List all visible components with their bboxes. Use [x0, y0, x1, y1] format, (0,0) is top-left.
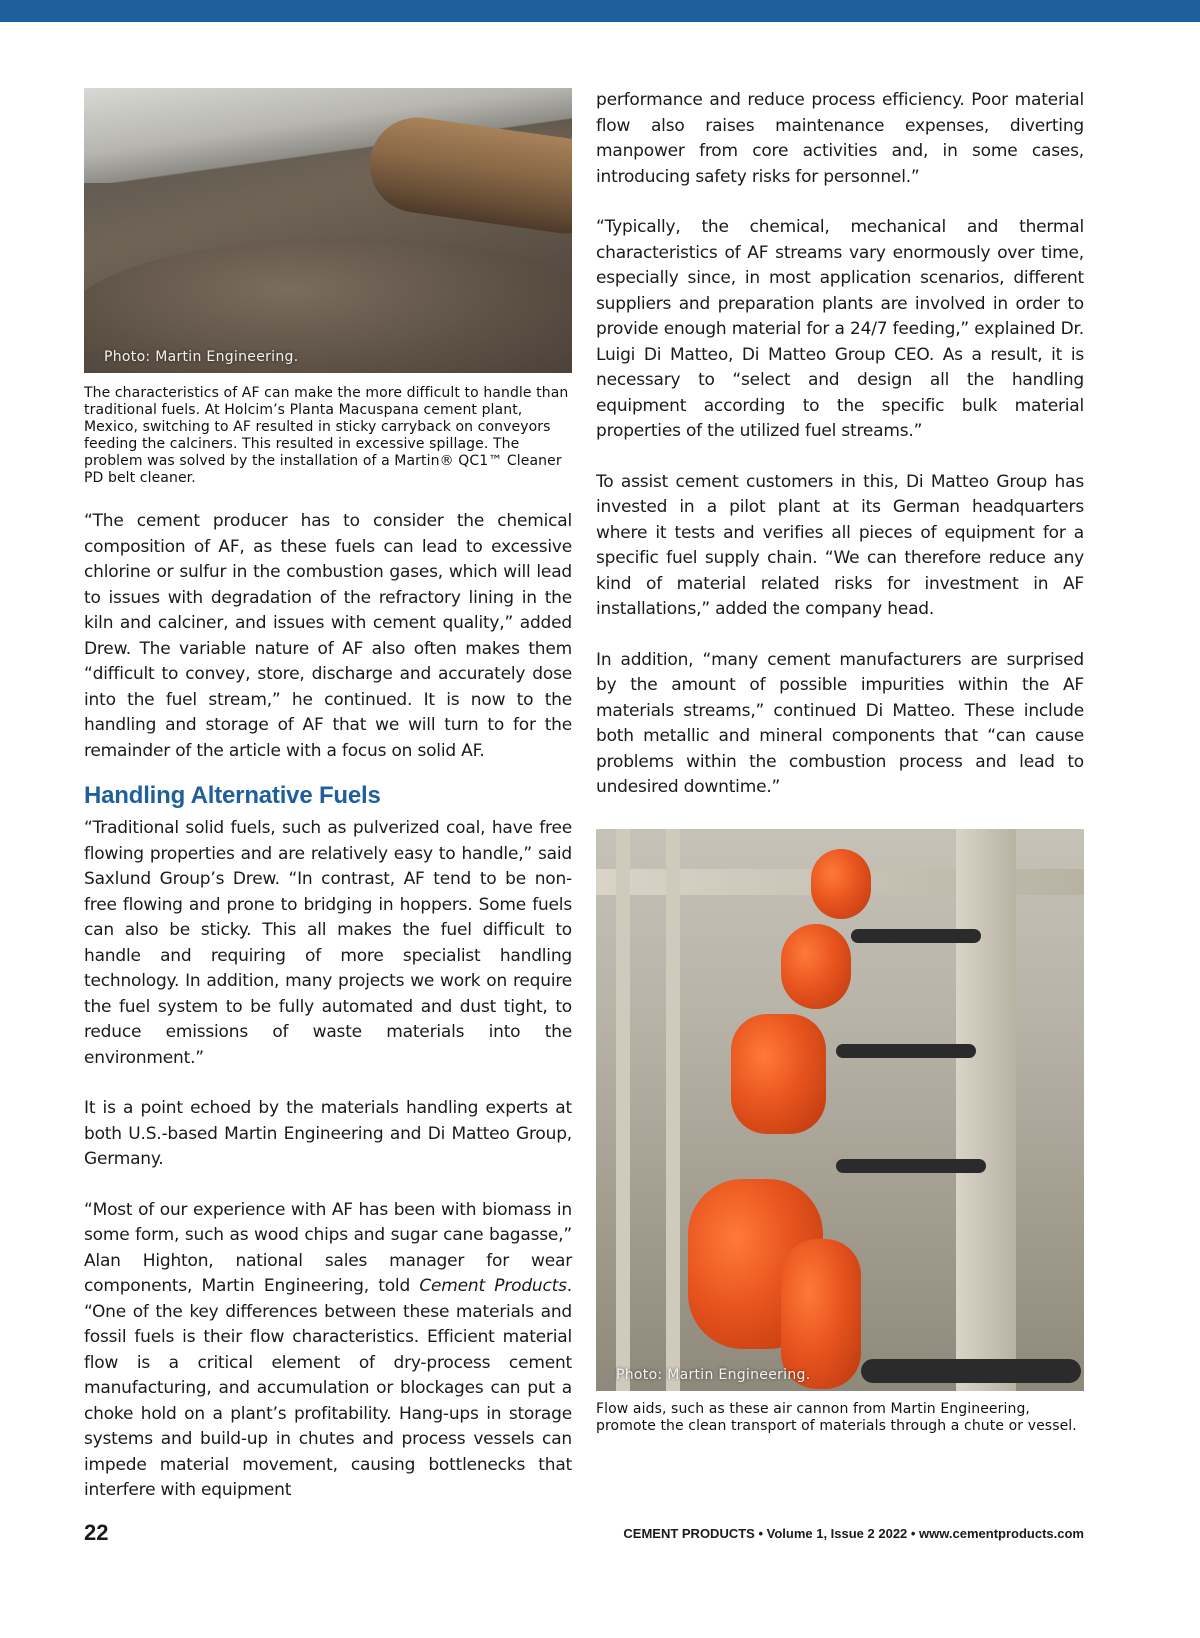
paragraph-text: “Most of our experience with AF has been with biomass in some form, such as wood chips and sugar cane bagasse,” Alan Highton, national sales manager for wear components, Martin Engineering, told: [84, 1199, 572, 1296]
page-number: 22: [84, 1520, 109, 1545]
air-pipe-shape: [836, 1044, 976, 1058]
air-cannon-tank: [781, 924, 851, 1009]
conveyor-photo: [84, 88, 572, 373]
photo-caption: The characteristics of AF can make the more difficult to handle than traditional fuels. At Holcim’s Planta Macuspana cement plant, Mexico, switching to AF resulted in sticky carryback on conveyors feeding the calciners. This resulted in excessive spillage. The problem was solved by the installation of a Martin® QC1™ Cleaner PD belt cleaner.: [84, 385, 569, 486]
steel-column-shape: [956, 829, 1016, 1391]
paragraph-text: . “One of the key differences between these materials and fossil fuels is their flow characteristics. Efficient material flow is a critical element of dry-process cement manufacturing, and accumulation or blockages can put a choke hold on a plant’s profitability. Hang-ups in storage systems and build-up in chutes and process vessels can impede material movement, causing bottlenecks that interfere with equipment: [84, 1276, 572, 1500]
ladder-rail-shape: [666, 829, 680, 1391]
body-paragraph: performance and reduce process efficiency. Poor material flow also raises maintenance expenses, diverting manpower from core activities and, in some cases, introducing safety risks for personnel.”: [596, 90, 1084, 187]
body-paragraph: “Traditional solid fuels, such as pulverized coal, have free flowing properties and are relatively easy to handle,” said Saxlund Group’s Drew. “In contrast, AF tend to be non-free flowing and prone to bridging in hoppers. Some fuels can also be sticky. This all makes the fuel difficult to handle and requiring of more specialist handling technology. In addition, many projects we work on require the fuel system to be fully automated and dust tight, to reduce emissions of waste materials into the environment.”: [84, 818, 572, 1068]
body-paragraph: “The cement producer has to consider the chemical composition of AF, as these fuels can lead to excessive chlorine or sulfur in the combustion gases, which will lead to issues with degradation of the refractory lining in the kiln and calciner, and issues with cement quality,” added Drew. The variable nature of AF also often makes them “difficult to convey, store, discharge and accurately dose into the fuel stream,” he continued. It is now to the handling and storage of AF that we will turn to for the remainder of the article with a focus on solid AF.: [84, 511, 572, 761]
right-column: [596, 88, 1084, 1435]
air-pipe-shape: [836, 1159, 986, 1173]
air-pipe-shape: [861, 1359, 1081, 1383]
photo-caption: Flow aids, such as these air cannon from Martin Engineering, promote the clean transport of materials through a chute or vessel.: [596, 1400, 1077, 1434]
body-paragraph: [84, 1198, 572, 1504]
air-cannon-tank: [731, 1014, 826, 1134]
left-column: [84, 88, 572, 1504]
body-paragraph: It is a point echoed by the materials handling experts at both U.S.-based Martin Engineering and Di Matteo Group, Germany.: [84, 1098, 572, 1169]
publication-name: Cement Products: [419, 1276, 567, 1296]
body-paragraph: In addition, “many cement manufacturers are surprised by the amount of possible impurities within the AF materials streams,” continued Di Matteo. These include both metallic and mineral components that “can cause problems within the combustion process and lead to undesired downtime.”: [596, 649, 1084, 797]
ladder-rail-shape: [616, 829, 630, 1391]
section-heading: Handling Alternative Fuels: [84, 782, 381, 809]
publication-footer: CEMENT PRODUCTS • Volume 1, Issue 2 2022 • www.cementproducts.com: [623, 1526, 1084, 1541]
body-paragraph: “Typically, the chemical, mechanical and thermal characteristics of AF streams vary enormously over time, especially since, in most application scenarios, different suppliers and preparation plants are involved in order to provide enough material for a 24/7 feeding,” explained Dr. Luigi Di Matteo, Di Matteo Group CEO. As a result, it is necessary to “select and design all the handling equipment according to the specific bulk material properties of the utilized fuel streams.”: [596, 217, 1084, 441]
top-color-bar: [0, 0, 1200, 22]
air-cannons-photo: [596, 829, 1084, 1391]
air-pipe-shape: [851, 929, 981, 943]
photo-credit: Photo: Martin Engineering.: [616, 1366, 811, 1383]
body-paragraph: To assist cement customers in this, Di Matteo Group has invested in a pilot plant at its German headquarters where it tests and verifies all pieces of equipment for a specific fuel supply chain. “We can therefore reduce any kind of material related risks for investment in AF installations,” added the company head.: [596, 471, 1084, 619]
photo-credit: Photo: Martin Engineering.: [104, 349, 299, 365]
air-cannon-tank: [811, 849, 871, 919]
